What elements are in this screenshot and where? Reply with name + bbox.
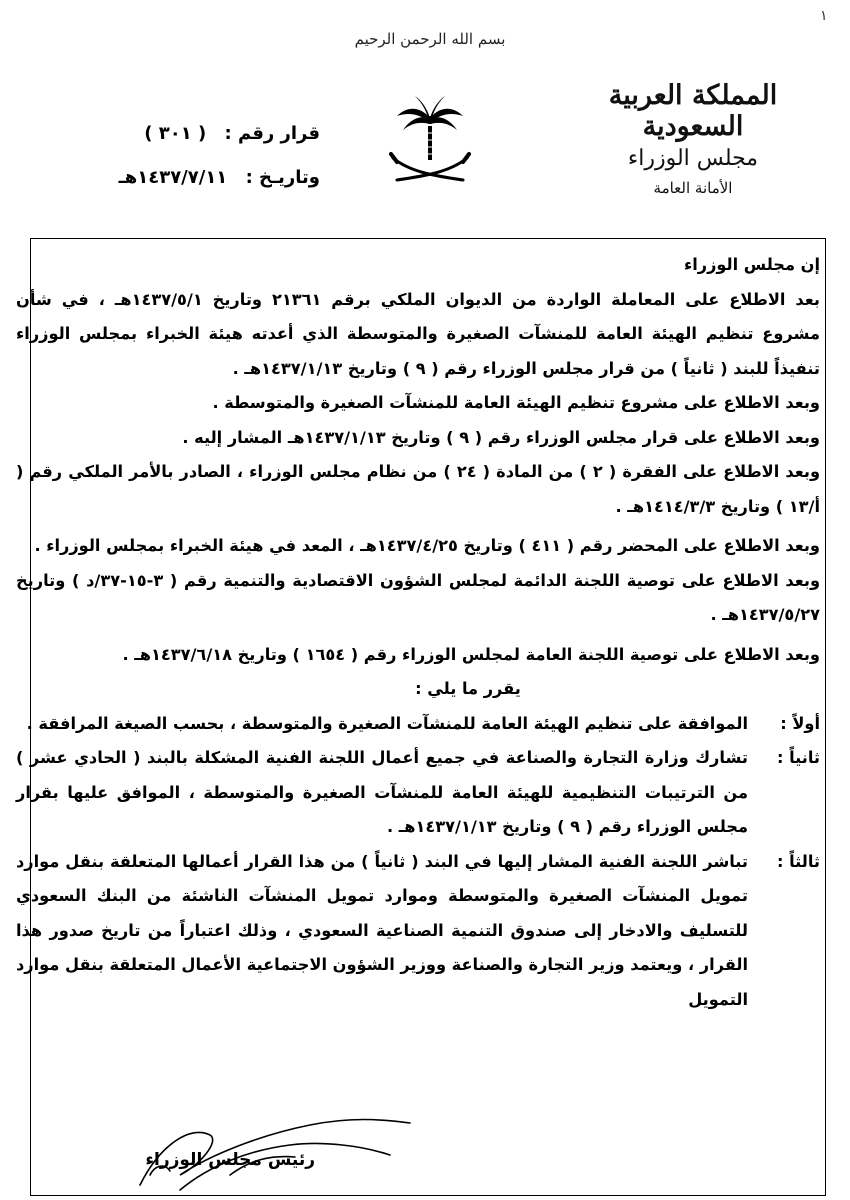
preamble-paragraph: وبعد الاطلاع على قرار مجلس الوزراء رقم ( ٩ ) وتاريخ ١٤٣٧/١/١٣هـ المشار إليه . — [182, 427, 820, 447]
decision-info — [60, 112, 320, 200]
decision-date-value: ١٤٣٧/٧/١١هـ — [118, 167, 228, 188]
decides-heading: يقرر ما يلي : — [415, 679, 521, 698]
saudi-emblem-icon — [385, 88, 475, 188]
council-name: مجلس الوزراء — [627, 146, 759, 171]
decision-number-value: ( ٣٠١ ) — [144, 123, 207, 144]
item-text: تشارك وزارة التجارة والصناعة في جميع أعمال اللجنة الفنية المشكلة بالبند ( الحادي عشر ) من الترتيبات التنظيمية للهيئة العامة للمنشآت الصغيرة والمتوسطة ، الموافق عليها بقرار مجلس الوزراء رقم ( ٩ ) وتاريخ ١٤٣٧/١/١٣هـ . — [16, 748, 748, 836]
item-number: ثانياً : — [776, 748, 820, 767]
decision-number-label: قرار رقم : — [224, 123, 320, 144]
page-mark: ١ — [820, 8, 828, 24]
preamble-paragraph: وبعد الاطلاع على الفقرة ( ٢ ) من المادة ( ٢٤ ) من نظام مجلس الوزراء ، الصادر بالأمر الملكي رقم ( أ/١٣ ) وتاريخ ١٤١٤/٣/٣هـ . — [16, 462, 821, 516]
item-number: ثالثاً : — [776, 851, 820, 871]
signature-label: رئيس مجلس الوزراء — [145, 1150, 315, 1170]
preamble-paragraph: وبعد الاطلاع على توصية اللجنة الدائمة لمجلس الشؤون الاقتصادية والتنمية رقم ( ٣-١٥-٣٧/د ) وتاريخ ١٤٣٧/٥/٢٧هـ . — [16, 570, 820, 624]
decision-number-row — [60, 112, 320, 156]
decree-body — [16, 248, 820, 1017]
preamble-paragraph: وبعد الاطلاع على المحضر رقم ( ٤١١ ) وتاريخ ١٤٣٧/٤/٢٥هـ ، المعد في هيئة الخبراء بمجلس الوزراء . — [34, 536, 820, 555]
item-text: تباشر اللجنة الفنية المشار إليها في البند ( ثانياً ) من هذا القرار أعمالها المتعلقة بنقل موارد تمويل المنشآت الصغيرة والمتوسطة وموارد تمويل المنشآت الناشئة من البنك السعودي للتسليف والادخار إلى صندوق التنمية الصناعية السعودي ، وذلك اعتباراً من تاريخ صدور هذا القرار ، ويعتمد وزير التجارة والصناعة ووزير الشؤون الاجتماعية الأعمال المتعلقة بنقل موارد التمويل — [16, 851, 748, 1009]
preamble-paragraph: وبعد الاطلاع على مشروع تنظيم الهيئة العامة للمنشآت الصغيرة والمتوسطة . — [212, 393, 820, 412]
decision-date-row — [60, 156, 320, 200]
decision-item — [16, 741, 820, 845]
preamble-paragraph: بعد الاطلاع على المعاملة الواردة من الديوان الملكي برقم ٢١٣٦١ وتاريخ ١٤٣٧/٥/١هـ ، في شأن مشروع تنظيم الهيئة العامة للمنشآت الصغيرة والمتوسطة الذي أعدته هيئة الخبراء بمجلس الوزراء تنفيذاً للبند ( ثانياً ) من قرار مجلس الوزراء رقم ( ٩ ) وتاريخ ١٤٣٧/١/١٣هـ . — [16, 289, 820, 378]
decision-item — [16, 845, 820, 1018]
item-text: الموافقة على تنظيم الهيئة العامة للمنشآت الصغيرة والمتوسطة ، بحسب الصيغة المرافقة . — [26, 713, 748, 733]
decision-date-label: وتاريـخ : — [245, 167, 320, 188]
decision-item — [16, 707, 820, 742]
kingdom-name: المملكة العربية السعودية — [608, 80, 778, 142]
opening-line: إن مجلس الوزراء — [683, 255, 820, 274]
preamble-paragraph: وبعد الاطلاع على توصية اللجنة العامة لمجلس الوزراء رقم ( ١٦٥٤ ) وتاريخ ١٤٣٧/٦/١٨هـ . — [122, 644, 820, 664]
secretariat-name: الأمانة العامة — [653, 179, 733, 197]
item-number: أولاً : — [780, 713, 820, 733]
basmala: بسم الله الرحمن الرحيم — [354, 30, 506, 48]
letterhead — [558, 80, 828, 197]
